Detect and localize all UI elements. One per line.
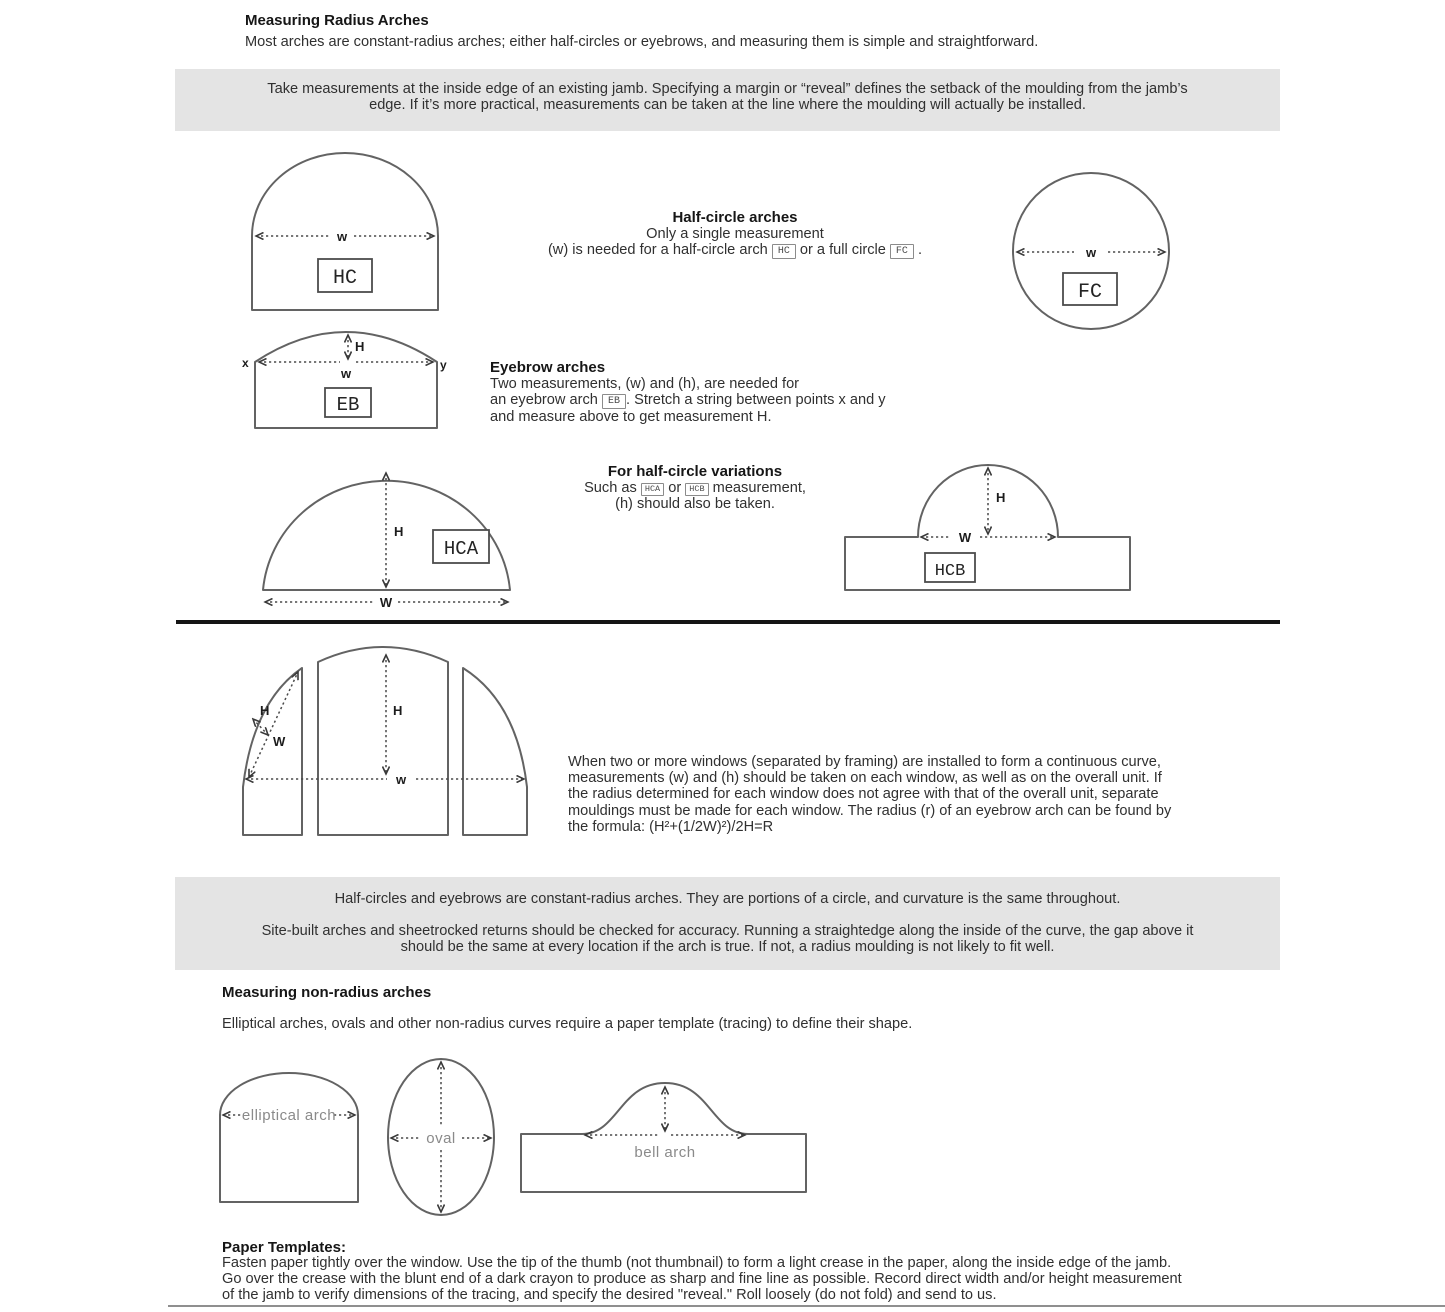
- center-window-outline: [318, 647, 448, 835]
- oval-diagram: [384, 1056, 502, 1220]
- hcb-diagram: [840, 458, 1138, 596]
- eyebrow-line2-post: . Stretch a string between points x and y: [625, 392, 886, 409]
- oval-label: oval: [426, 1130, 456, 1147]
- variations-line2: (h) should also be taken.: [615, 496, 775, 513]
- eyebrow-line2: [490, 392, 960, 409]
- hcb-height-label: H: [996, 490, 1006, 505]
- multi-line-1: When two or more windows (separated by framing) are installed to form a continuous curve,: [568, 754, 1161, 770]
- bell-arch-diagram: [518, 1076, 810, 1194]
- multi-line-3: the radius determined for each window does not agree with that of the overall unit, separate: [568, 786, 1159, 803]
- eyebrow-heading: Eyebrow arches: [490, 359, 606, 376]
- half-circle-text-block: [520, 209, 950, 259]
- paper-templates-paragraph: [222, 1256, 1412, 1303]
- bell-label: bell arch: [634, 1144, 696, 1161]
- half-circle-line3-mid: or a full circle: [799, 242, 886, 259]
- hc-label: HC: [332, 267, 358, 290]
- variations-line1: [535, 480, 855, 496]
- eyebrow-line2-pre: an eyebrow arch: [490, 392, 598, 409]
- paper-templates-heading: Paper Templates:: [222, 1239, 346, 1256]
- fc-width-label: w: [1085, 245, 1097, 260]
- left-window-outline: [243, 668, 302, 835]
- eb-height-label: H: [355, 339, 365, 354]
- non-radius-intro: Elliptical arches, ovals and other non-radius curves require a paper template (tracing) to define their shape.: [222, 1016, 913, 1032]
- variations-text-block: [535, 463, 855, 512]
- hc-tag-chip: HC: [772, 244, 796, 259]
- half-circle-heading: Half-circle arches: [672, 209, 798, 226]
- page-title: Measuring Radius Arches: [245, 12, 429, 29]
- left-window-height-label: H: [260, 703, 270, 718]
- half-circle-arch-diagram: [246, 151, 440, 313]
- hcb-tag-chip: HCB: [685, 483, 708, 496]
- left-window-width-arrow: [249, 672, 298, 777]
- multi-line-2: measurements (w) and (h) should be taken on each window, as well as on the overall unit. If: [568, 770, 1162, 787]
- bottom-rule: [168, 1305, 1445, 1307]
- full-circle-diagram: [1008, 167, 1174, 335]
- fc-label: FC: [1077, 281, 1103, 304]
- note-constant-p2-line2: should be the same at every location if the arch is true. If not, a radius moulding is not likely to fit well.: [400, 939, 1055, 956]
- multi-line-4: mouldings must be made for each window. The radius (r) of an eyebrow arch can be found by: [568, 802, 1172, 819]
- multi-window-paragraph: [568, 754, 1268, 835]
- variations-line1-pre: Such as: [584, 480, 637, 496]
- paper-line-3: of the jamb to verify dimensions of the tracing, and specify the desired "reveal." Roll loosely (do not fold) and send to us.: [222, 1286, 997, 1303]
- page-subtitle: Most arches are constant-radius arches; either half-circles or eyebrows, and measuring them is simple and straightforward.: [245, 34, 1039, 50]
- hca-diagram: [246, 460, 516, 612]
- elliptical-outline: [220, 1073, 358, 1202]
- left-window-width-label: W: [273, 734, 286, 749]
- section-divider: [176, 620, 1280, 624]
- hca-label: HCA: [443, 538, 479, 560]
- bell-outline: [521, 1083, 806, 1192]
- eyebrow-line3: and measure above to get measurement H.: [490, 409, 772, 426]
- hca-width-label: W: [379, 595, 393, 610]
- hcb-label: HCB: [934, 562, 966, 581]
- right-window-outline: [463, 668, 527, 835]
- eb-tag-chip: EB: [602, 394, 626, 409]
- overall-width-label: w: [395, 772, 407, 787]
- note-jamb-line2: edge. If it’s more practical, measurements can be taken at the line where the moulding will actually be installed.: [369, 97, 1086, 114]
- variations-line1-post: measurement,: [712, 480, 806, 496]
- paper-line-1: Fasten paper tightly over the window. Use the tip of the thumb (not thumbnail) to form a light crease in the paper, along the inside edge of the jamb.: [222, 1255, 1172, 1271]
- note-box-jamb: [175, 69, 1280, 131]
- hca-height-label: H: [394, 524, 404, 539]
- eyebrow-text-block: [490, 359, 960, 425]
- half-circle-line3: [520, 242, 950, 259]
- note-constant-p1: Half-circles and eyebrows are constant-radius arches. They are portions of a circle, and curvature is the same throughout.: [334, 891, 1121, 907]
- paper-line-2: Go over the crease with the blunt end of a dark crayon to produce as sharp and fine line as possible. Record direct width and/or height measurement: [222, 1270, 1182, 1287]
- multi-line-5: the formula: (H²+(1/2W)²)/2H=R: [568, 818, 774, 835]
- eyebrow-line1: Two measurements, (w) and (h), are needed for: [490, 376, 800, 392]
- fc-tag-chip: FC: [890, 244, 914, 259]
- hca-tag-chip: HCA: [641, 483, 664, 496]
- variations-heading: For half-circle variations: [607, 463, 783, 480]
- hc-width-label: w: [336, 229, 348, 244]
- eb-width-label: w: [340, 366, 352, 381]
- eb-label: EB: [336, 394, 360, 416]
- note-jamb-line1: Take measurements at the inside edge of an existing jamb. Specifying a margin or “reveal” defines the setback of the moulding from the jamb’s: [267, 81, 1188, 97]
- eb-point-x-label: x: [242, 356, 249, 370]
- half-circle-line2: Only a single measurement: [646, 226, 824, 242]
- eb-point-y-label: y: [440, 358, 447, 372]
- note-constant-p2-line1: Site-built arches and sheetrocked returns should be checked for accuracy. Running a straightedge along the inside of the curve, the gap above it: [261, 923, 1194, 940]
- note-box-constant-radius: [175, 877, 1280, 970]
- half-circle-line3-end: .: [918, 242, 923, 259]
- eyebrow-arch-diagram: [236, 326, 448, 432]
- hcb-width-label: W: [958, 530, 972, 545]
- variations-or: or: [668, 480, 682, 496]
- non-radius-heading: Measuring non-radius arches: [222, 984, 432, 1001]
- elliptical-arch-diagram: [218, 1070, 360, 1204]
- elliptical-label: elliptical arch: [241, 1107, 337, 1124]
- center-height-label: H: [393, 703, 403, 718]
- half-circle-line3-pre: (w) is needed for a half-circle arch: [547, 242, 768, 259]
- multi-window-diagram: [240, 645, 532, 841]
